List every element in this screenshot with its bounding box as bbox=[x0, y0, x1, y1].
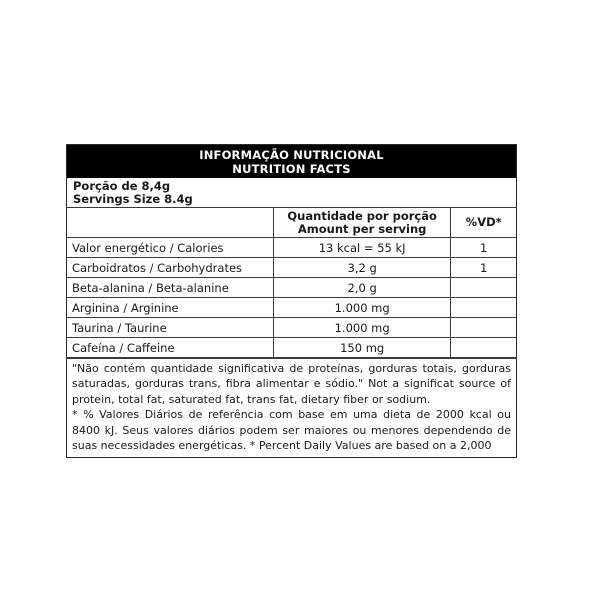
footnotes bbox=[67, 358, 516, 457]
nutrient-name: Taurina / Taurine bbox=[67, 318, 273, 338]
header-title-pt: INFORMAÇÃO NUTRICIONAL bbox=[199, 148, 384, 162]
table-row bbox=[67, 338, 516, 358]
amount-header-pt: Quantidade por porção bbox=[287, 208, 437, 223]
nutrient-amount: 1.000 mg bbox=[273, 298, 450, 318]
nutrient-name: Cafeína / Caffeine bbox=[67, 338, 273, 358]
table-header-row bbox=[67, 208, 516, 238]
table-row bbox=[67, 238, 516, 258]
table-row bbox=[67, 318, 516, 338]
header-title-en: NUTRITION FACTS bbox=[232, 162, 351, 176]
serving-size-pt: Porção de 8,4g bbox=[73, 179, 171, 193]
nutrient-column-header bbox=[67, 208, 273, 238]
table-row bbox=[67, 298, 516, 318]
footnote-not-significant: "Não contém quantidade significativa de proteínas, gorduras totais, gorduras saturadas, gorduras trans, fibra alimentar e sódio." Not a significat source of protein, total fat, saturated fat, trans fat, dietary fiber or sodium. bbox=[72, 362, 511, 406]
nutrient-dv bbox=[451, 338, 516, 358]
nutrient-name: Carboidratos / Carbohydrates bbox=[67, 258, 273, 278]
nutrient-dv bbox=[451, 278, 516, 298]
nutrient-amount: 2,0 g bbox=[273, 278, 450, 298]
amount-header-en: Amount per serving bbox=[297, 221, 427, 236]
nutrient-amount: 150 mg bbox=[273, 338, 450, 358]
nutrient-amount: 3,2 g bbox=[273, 258, 450, 278]
table-row bbox=[67, 278, 516, 298]
nutrient-dv: 1 bbox=[451, 258, 516, 278]
nutrient-dv: 1 bbox=[451, 238, 516, 258]
nutrient-amount: 13 kcal = 55 kJ bbox=[273, 238, 450, 258]
dv-column-header: %VD* bbox=[451, 208, 516, 238]
nutrient-dv bbox=[451, 318, 516, 338]
label-header bbox=[67, 145, 516, 178]
serving-size-en: Servings Size 8.4g bbox=[73, 192, 193, 206]
nutrient-name: Beta-alanina / Beta-alanine bbox=[67, 278, 273, 298]
nutrient-dv bbox=[451, 298, 516, 318]
nutrition-table bbox=[67, 207, 516, 358]
nutrition-label bbox=[66, 144, 517, 458]
amount-column-header bbox=[273, 208, 450, 238]
footnote-daily-values: * % Valores Diários de referência com base em uma dieta de 2000 kcal ou 8400 kJ. Seus valores diários podem ser maiores ou menores dependendo de suas necessidades energéticas. * Percent Daily Values are based on a 2,000 bbox=[72, 408, 511, 453]
nutrient-name: Valor energético / Calories bbox=[67, 238, 273, 258]
serving-size bbox=[67, 178, 516, 207]
table-row bbox=[67, 258, 516, 278]
nutrient-name: Arginina / Arginine bbox=[67, 298, 273, 318]
nutrient-amount: 1.000 mg bbox=[273, 318, 450, 338]
